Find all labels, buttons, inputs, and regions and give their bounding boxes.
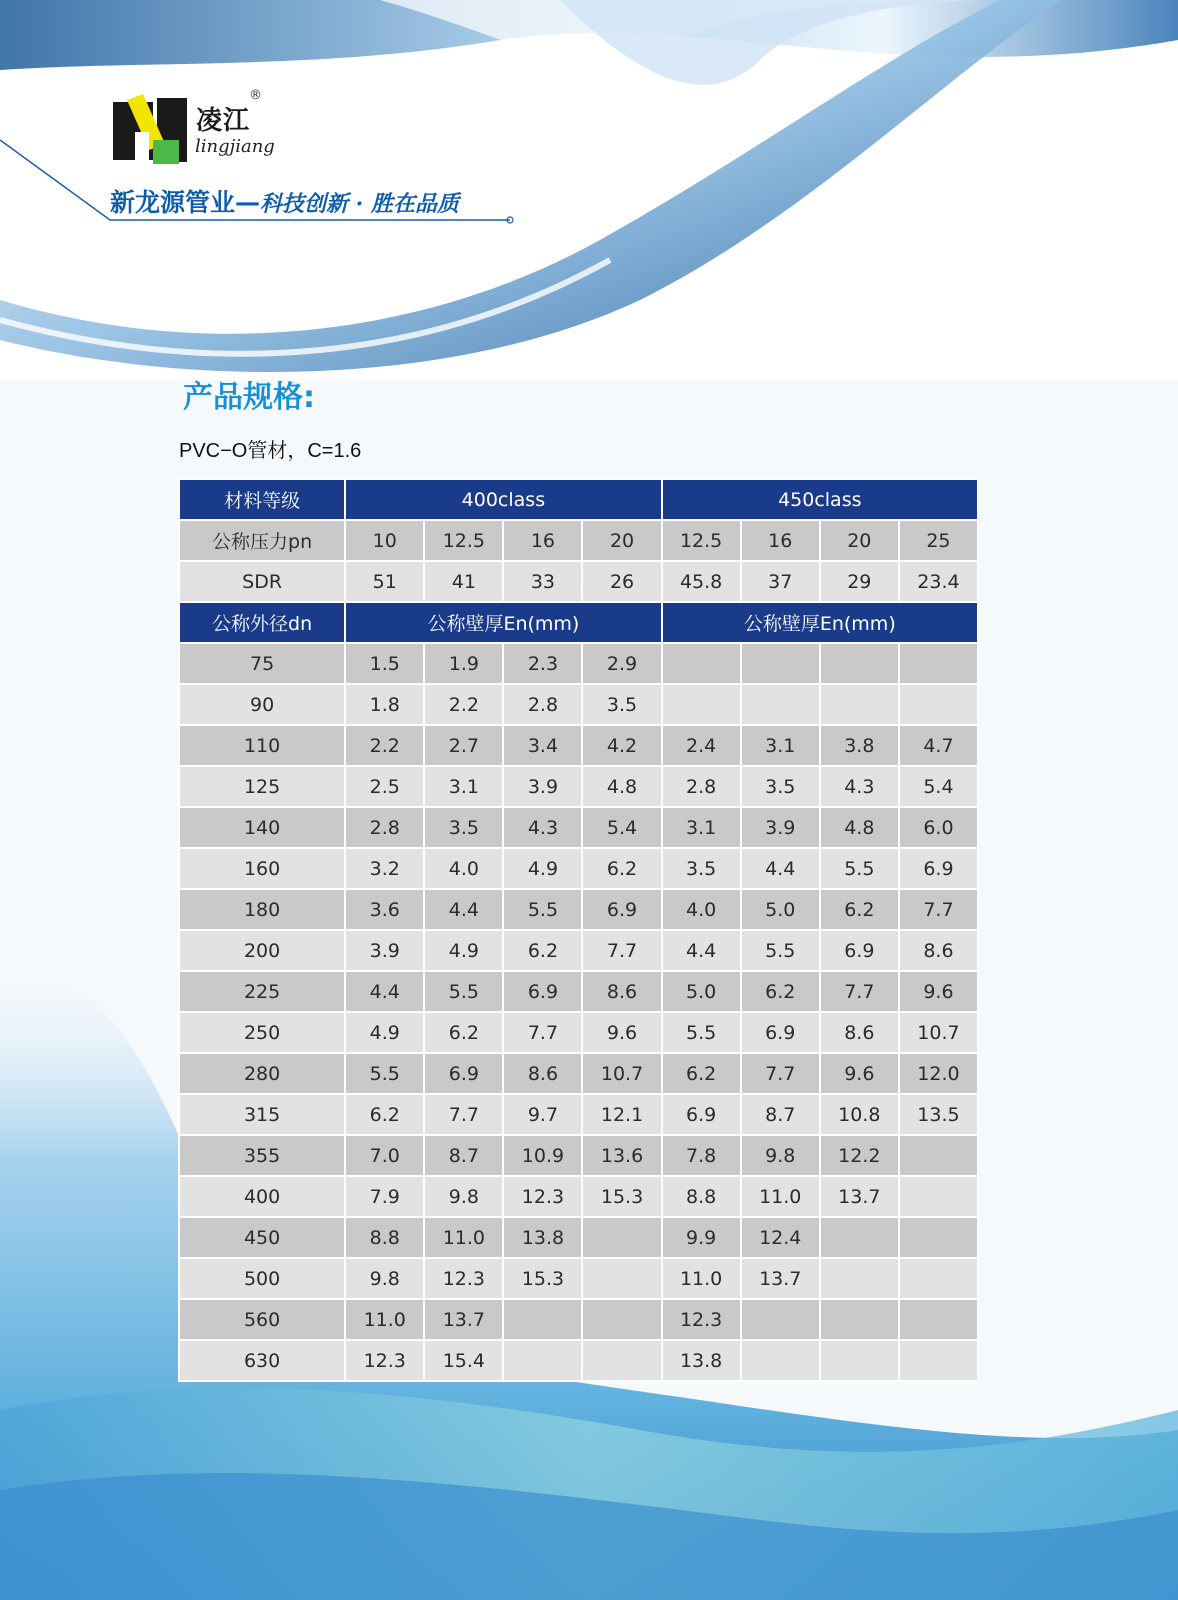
wall-thickness-cell: 6.0 <box>899 807 978 848</box>
wall-thickness-cell: 7.7 <box>424 1094 503 1135</box>
wall-thickness-cell: 3.1 <box>662 807 741 848</box>
wall-thickness-cell: 4.9 <box>503 848 582 889</box>
table-row <box>179 1340 978 1381</box>
wall-thickness-cell: 2.8 <box>345 807 424 848</box>
wall-thickness-cell: 7.8 <box>662 1135 741 1176</box>
pressure-row <box>179 520 978 561</box>
wall-thickness-cell <box>899 684 978 725</box>
wall-thickness-cell: 12.4 <box>741 1217 820 1258</box>
pressure-cell: 25 <box>899 520 978 561</box>
sdr-row <box>179 561 978 602</box>
wall-thickness-cell: 12.3 <box>345 1340 424 1381</box>
table-row <box>179 848 978 889</box>
wall-thickness-cell: 3.4 <box>503 725 582 766</box>
table-row <box>179 1012 978 1053</box>
wall-thickness-cell: 9.6 <box>820 1053 899 1094</box>
wall-thickness-cell <box>899 1135 978 1176</box>
pressure-cell: 16 <box>741 520 820 561</box>
wall-thickness-cell: 15.3 <box>582 1176 661 1217</box>
wall-thickness-cell: 13.5 <box>899 1094 978 1135</box>
wall-thickness-cell: 10.7 <box>899 1012 978 1053</box>
wall-thickness-cell: 5.5 <box>820 848 899 889</box>
wall-thickness-cell: 12.1 <box>582 1094 661 1135</box>
sdr-label: SDR <box>179 561 345 602</box>
diameter-cell: 180 <box>179 889 345 930</box>
wall-thickness-cell: 6.9 <box>424 1053 503 1094</box>
material-grade-label: 材料等级 <box>179 479 345 520</box>
wall-thickness-cell: 4.0 <box>662 889 741 930</box>
spec-table-body <box>179 479 978 1381</box>
wall-thickness-cell: 7.0 <box>345 1135 424 1176</box>
wall-thickness-cell: 4.2 <box>582 725 661 766</box>
wall-thickness-cell <box>741 1340 820 1381</box>
wall-thickness-cell: 12.2 <box>820 1135 899 1176</box>
diameter-cell: 75 <box>179 643 345 684</box>
wall-thickness-cell <box>899 1176 978 1217</box>
pressure-cell: 12.5 <box>662 520 741 561</box>
wall-thickness-cell: 6.2 <box>741 971 820 1012</box>
diameter-cell: 225 <box>179 971 345 1012</box>
wall-thickness-cell: 15.4 <box>424 1340 503 1381</box>
wall-thickness-cell: 11.0 <box>662 1258 741 1299</box>
wall-thickness-cell: 3.5 <box>424 807 503 848</box>
wall-thickness-cell: 10.8 <box>820 1094 899 1135</box>
wall-thickness-cell: 4.3 <box>503 807 582 848</box>
table-row <box>179 971 978 1012</box>
wall-thickness-cell: 6.9 <box>741 1012 820 1053</box>
wall-thickness-cell: 8.7 <box>741 1094 820 1135</box>
wall-thickness-cell <box>820 1217 899 1258</box>
slogan <box>110 183 459 219</box>
wall-thickness-cell: 2.5 <box>345 766 424 807</box>
wall-thickness-cell: 12.0 <box>899 1053 978 1094</box>
wall-thickness-cell: 4.4 <box>662 930 741 971</box>
material-grade-row <box>179 479 978 520</box>
diameter-cell: 140 <box>179 807 345 848</box>
wall-thickness-cell <box>582 1299 661 1340</box>
diameter-label: 公称外径dn <box>179 602 345 643</box>
wall-thickness-cell <box>820 1258 899 1299</box>
wall-thickness-cell <box>582 1340 661 1381</box>
wall-thickness-cell: 5.0 <box>741 889 820 930</box>
wall-thickness-cell <box>741 643 820 684</box>
wall-thickness-cell: 2.3 <box>503 643 582 684</box>
wall-thickness-cell: 8.6 <box>503 1053 582 1094</box>
brand-name-cn: 凌江 <box>196 106 251 136</box>
table-row <box>179 1299 978 1340</box>
table-row <box>179 1217 978 1258</box>
spec-table <box>178 478 979 1382</box>
wall-thickness-cell: 12.3 <box>662 1299 741 1340</box>
wall-thickness-cell: 6.2 <box>503 930 582 971</box>
wall-thickness-cell: 3.1 <box>424 766 503 807</box>
sdr-cell: 45.8 <box>662 561 741 602</box>
wall-thickness-cell <box>662 643 741 684</box>
table-row <box>179 1176 978 1217</box>
wall-thickness-cell: 6.2 <box>662 1053 741 1094</box>
diameter-cell: 160 <box>179 848 345 889</box>
wall-thickness-cell: 6.2 <box>424 1012 503 1053</box>
pressure-cell: 10 <box>345 520 424 561</box>
wall-thickness-cell: 6.2 <box>820 889 899 930</box>
wall-thickness-cell <box>503 1340 582 1381</box>
wall-thickness-cell: 2.8 <box>503 684 582 725</box>
wall-thickness-cell: 4.4 <box>424 889 503 930</box>
wall-thickness-cell: 7.7 <box>582 930 661 971</box>
wall-thickness-cell: 3.5 <box>741 766 820 807</box>
wall-thickness-cell <box>582 1217 661 1258</box>
wall-thickness-cell: 7.7 <box>899 889 978 930</box>
diameter-cell: 125 <box>179 766 345 807</box>
wall-thickness-cell: 6.9 <box>662 1094 741 1135</box>
diameter-cell: 110 <box>179 725 345 766</box>
wall-thickness-cell <box>820 643 899 684</box>
wall-thickness-cell: 3.1 <box>741 725 820 766</box>
registered-mark: ® <box>249 88 262 103</box>
wall-thickness-cell: 11.0 <box>345 1299 424 1340</box>
wall-thickness-cell: 6.9 <box>899 848 978 889</box>
diameter-cell: 200 <box>179 930 345 971</box>
table-row <box>179 1053 978 1094</box>
table-row <box>179 1258 978 1299</box>
class-400-header: 400class <box>345 479 661 520</box>
wall-thickness-cell: 4.9 <box>424 930 503 971</box>
wall-thickness-cell: 6.9 <box>582 889 661 930</box>
wall-thickness-cell: 9.7 <box>503 1094 582 1135</box>
pressure-cell: 16 <box>503 520 582 561</box>
wall-thickness-cell: 10.9 <box>503 1135 582 1176</box>
wall-thickness-cell: 8.7 <box>424 1135 503 1176</box>
diameter-cell: 400 <box>179 1176 345 1217</box>
wall-thickness-cell: 9.8 <box>345 1258 424 1299</box>
wall-thickness-cell: 9.8 <box>424 1176 503 1217</box>
table-row <box>179 1135 978 1176</box>
wall-thickness-cell <box>899 1217 978 1258</box>
diameter-cell: 90 <box>179 684 345 725</box>
wall-thickness-400-header: 公称壁厚En(mm) <box>345 602 661 643</box>
wall-thickness-cell: 7.7 <box>741 1053 820 1094</box>
wall-thickness-cell: 2.8 <box>662 766 741 807</box>
wall-thickness-cell <box>820 684 899 725</box>
wall-thickness-cell: 4.3 <box>820 766 899 807</box>
wall-thickness-cell: 11.0 <box>741 1176 820 1217</box>
wall-thickness-cell: 2.2 <box>424 684 503 725</box>
pressure-cell: 12.5 <box>424 520 503 561</box>
class-450-header: 450class <box>662 479 978 520</box>
product-subtitle: PVC−O管材，C=1.6 <box>179 440 362 462</box>
wall-thickness-cell: 5.5 <box>345 1053 424 1094</box>
diameter-header-row <box>179 602 978 643</box>
page-title: 产品规格: <box>183 380 315 415</box>
wall-thickness-cell: 15.3 <box>503 1258 582 1299</box>
sdr-cell: 23.4 <box>899 561 978 602</box>
wall-thickness-cell <box>741 1299 820 1340</box>
brand-name-en: lingjiang <box>195 136 275 157</box>
wall-thickness-cell: 13.7 <box>741 1258 820 1299</box>
sdr-cell: 51 <box>345 561 424 602</box>
wall-thickness-cell: 2.2 <box>345 725 424 766</box>
header-banner <box>0 0 1178 380</box>
wall-thickness-cell: 1.5 <box>345 643 424 684</box>
wall-thickness-cell: 4.4 <box>345 971 424 1012</box>
diameter-cell: 500 <box>179 1258 345 1299</box>
diameter-cell: 355 <box>179 1135 345 1176</box>
wall-thickness-cell: 13.7 <box>820 1176 899 1217</box>
wall-thickness-cell: 5.0 <box>662 971 741 1012</box>
wall-thickness-cell: 4.7 <box>899 725 978 766</box>
wall-thickness-cell <box>582 1258 661 1299</box>
sdr-cell: 26 <box>582 561 661 602</box>
wall-thickness-cell: 13.6 <box>582 1135 661 1176</box>
wall-thickness-cell: 13.8 <box>503 1217 582 1258</box>
wall-thickness-cell: 9.6 <box>582 1012 661 1053</box>
wall-thickness-450-header: 公称壁厚En(mm) <box>662 602 978 643</box>
wall-thickness-cell: 3.8 <box>820 725 899 766</box>
sdr-cell: 37 <box>741 561 820 602</box>
wall-thickness-cell: 3.5 <box>582 684 661 725</box>
wall-thickness-cell <box>820 1340 899 1381</box>
wall-thickness-cell: 3.5 <box>662 848 741 889</box>
wall-thickness-cell: 6.2 <box>582 848 661 889</box>
wall-thickness-cell: 10.7 <box>582 1053 661 1094</box>
diameter-cell: 630 <box>179 1340 345 1381</box>
wall-thickness-cell: 8.6 <box>899 930 978 971</box>
table-row <box>179 684 978 725</box>
wall-thickness-cell: 12.3 <box>424 1258 503 1299</box>
wall-thickness-cell: 9.9 <box>662 1217 741 1258</box>
table-row <box>179 1094 978 1135</box>
wall-thickness-cell: 5.5 <box>662 1012 741 1053</box>
wall-thickness-cell <box>503 1299 582 1340</box>
wall-thickness-cell <box>662 684 741 725</box>
wall-thickness-cell: 6.2 <box>345 1094 424 1135</box>
wall-thickness-cell: 4.9 <box>345 1012 424 1053</box>
pressure-cell: 20 <box>820 520 899 561</box>
table-row <box>179 807 978 848</box>
wall-thickness-cell: 3.9 <box>741 807 820 848</box>
wall-thickness-cell: 8.6 <box>820 1012 899 1053</box>
wall-thickness-cell: 3.2 <box>345 848 424 889</box>
slogan-company: 新龙源管业— <box>110 188 261 217</box>
wall-thickness-cell <box>899 643 978 684</box>
wall-thickness-cell <box>741 684 820 725</box>
wall-thickness-cell: 5.5 <box>503 889 582 930</box>
pressure-cell: 20 <box>582 520 661 561</box>
wall-thickness-cell: 7.7 <box>503 1012 582 1053</box>
diameter-cell: 250 <box>179 1012 345 1053</box>
sdr-cell: 33 <box>503 561 582 602</box>
wall-thickness-cell: 6.9 <box>820 930 899 971</box>
diameter-cell: 315 <box>179 1094 345 1135</box>
wall-thickness-cell: 8.8 <box>345 1217 424 1258</box>
sdr-cell: 41 <box>424 561 503 602</box>
brand-logo-mark <box>113 94 191 166</box>
table-row <box>179 643 978 684</box>
table-row <box>179 766 978 807</box>
diameter-cell: 450 <box>179 1217 345 1258</box>
diameter-cell: 560 <box>179 1299 345 1340</box>
wall-thickness-cell: 2.7 <box>424 725 503 766</box>
wall-thickness-cell: 3.9 <box>503 766 582 807</box>
wall-thickness-cell: 3.6 <box>345 889 424 930</box>
wall-thickness-cell: 5.4 <box>582 807 661 848</box>
wall-thickness-cell: 7.9 <box>345 1176 424 1217</box>
table-row <box>179 889 978 930</box>
wall-thickness-cell <box>899 1340 978 1381</box>
wall-thickness-cell: 12.3 <box>503 1176 582 1217</box>
wall-thickness-cell: 13.7 <box>424 1299 503 1340</box>
wall-thickness-cell: 2.9 <box>582 643 661 684</box>
wall-thickness-cell: 13.8 <box>662 1340 741 1381</box>
wall-thickness-cell: 4.8 <box>582 766 661 807</box>
sdr-cell: 29 <box>820 561 899 602</box>
wall-thickness-cell: 11.0 <box>424 1217 503 1258</box>
wall-thickness-cell: 4.8 <box>820 807 899 848</box>
table-row <box>179 930 978 971</box>
wall-thickness-cell <box>820 1299 899 1340</box>
wall-thickness-cell: 8.8 <box>662 1176 741 1217</box>
pressure-label: 公称压力pn <box>179 520 345 561</box>
slogan-tagline: 科技创新 · 胜在品质 <box>260 191 459 217</box>
wall-thickness-cell: 3.9 <box>345 930 424 971</box>
wall-thickness-cell: 9.6 <box>899 971 978 1012</box>
wall-thickness-cell: 8.6 <box>582 971 661 1012</box>
wall-thickness-cell <box>899 1258 978 1299</box>
diameter-cell: 280 <box>179 1053 345 1094</box>
wall-thickness-cell: 5.5 <box>424 971 503 1012</box>
wall-thickness-cell: 4.4 <box>741 848 820 889</box>
wall-thickness-cell: 5.4 <box>899 766 978 807</box>
wall-thickness-cell <box>899 1299 978 1340</box>
wall-thickness-cell: 9.8 <box>741 1135 820 1176</box>
wall-thickness-cell: 1.9 <box>424 643 503 684</box>
wall-thickness-cell: 2.4 <box>662 725 741 766</box>
wall-thickness-cell: 1.8 <box>345 684 424 725</box>
wall-thickness-cell: 7.7 <box>820 971 899 1012</box>
table-row <box>179 725 978 766</box>
wall-thickness-cell: 4.0 <box>424 848 503 889</box>
wall-thickness-cell: 5.5 <box>741 930 820 971</box>
wall-thickness-cell: 6.9 <box>503 971 582 1012</box>
